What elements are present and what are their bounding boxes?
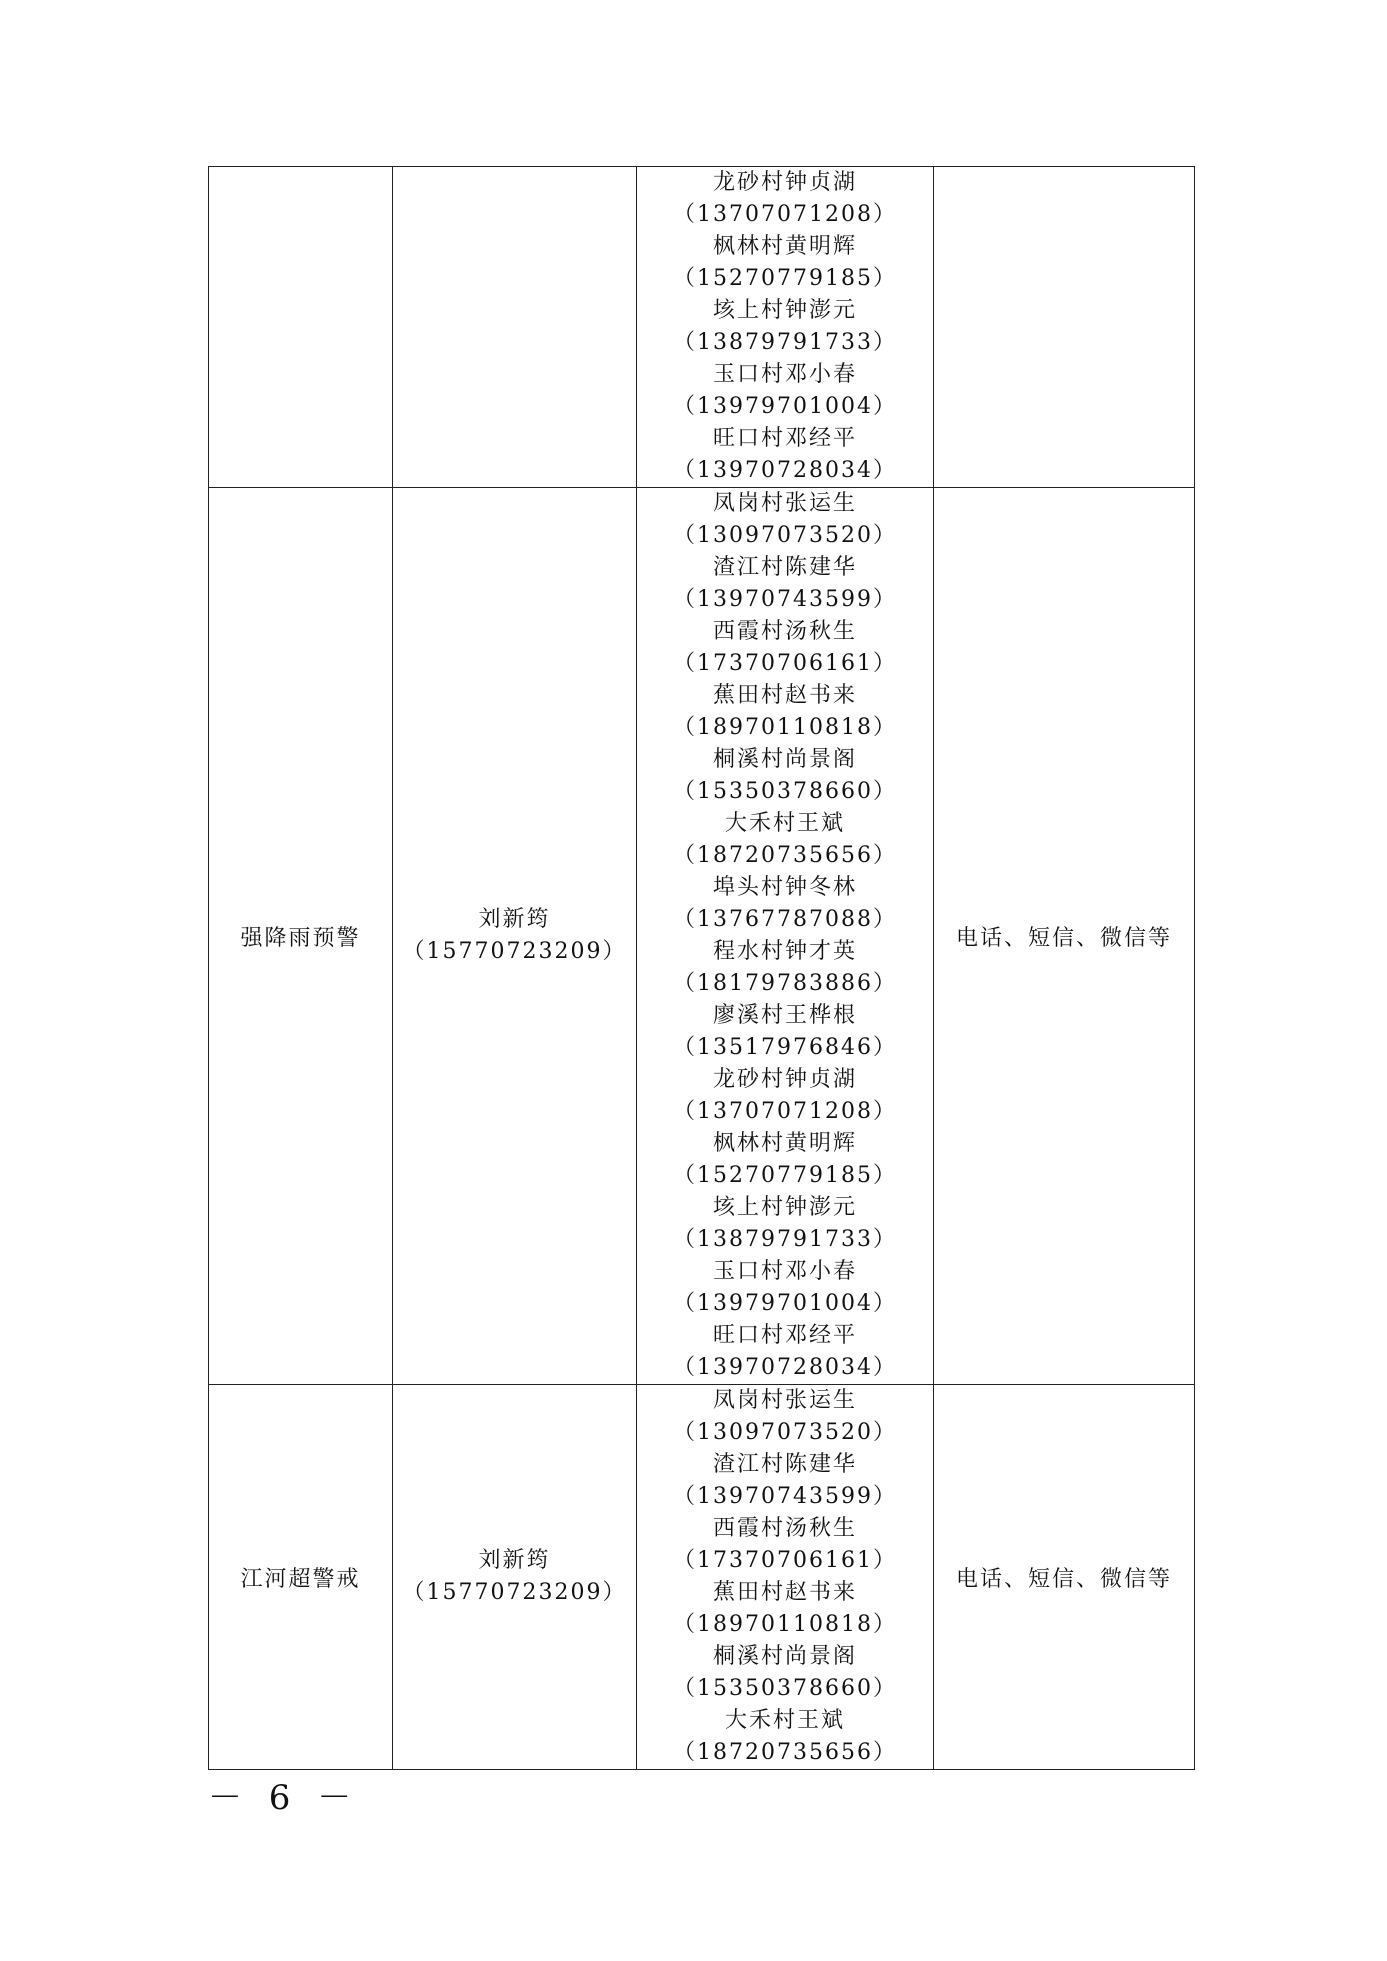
responsible-person-phone: （15770723209）: [402, 939, 627, 964]
village-contact-phone: （18720735656）: [673, 843, 897, 868]
village-contact-name: 蕉田村赵书来: [712, 683, 857, 708]
responsible-person-cell: [393, 167, 637, 488]
village-contact-phone: （13970743599）: [673, 587, 897, 612]
village-contact-name: 蕉田村赵书来: [712, 1580, 857, 1605]
responsible-person-phone: （15770723209）: [402, 1580, 627, 1605]
village-contact-phone: （18720735656）: [673, 1740, 897, 1765]
table-row: [209, 488, 1195, 1385]
village-contact-phone: （13970728034）: [673, 458, 897, 483]
village-contact-phone: （13970743599）: [673, 1484, 897, 1509]
village-contact-name: 凤岗村张运生: [712, 1388, 857, 1413]
village-contact-name: 西霞村汤秋生: [712, 1516, 857, 1541]
village-contact-name: 龙砂村钟贞湖: [712, 170, 857, 195]
village-contact-phone: （13979701004）: [673, 1291, 897, 1316]
village-contact-phone: （13970728034）: [673, 1355, 897, 1380]
village-contact-phone: （15270779185）: [673, 1163, 897, 1188]
village-contact-name: 桐溪村尚景阁: [712, 747, 857, 772]
village-contact-phone: （17370706161）: [673, 651, 897, 676]
village-contact-name: 程水村钟才英: [712, 939, 857, 964]
notification-method-cell: [934, 167, 1195, 488]
village-contacts-cell: [637, 167, 934, 488]
village-contact-phone: （13707071208）: [673, 1099, 897, 1124]
village-contact-phone: （13767787088）: [673, 907, 897, 932]
village-contact-phone: （18970110818）: [673, 1612, 897, 1637]
village-contact-phone: （13979701004）: [673, 394, 897, 419]
village-contact-phone: （15350378660）: [673, 1676, 897, 1701]
village-contact-name: 桐溪村尚景阁: [712, 1644, 857, 1669]
table-body: [209, 167, 1195, 1770]
village-contact-name: 玉口村邓小春: [712, 1259, 857, 1284]
village-contact-phone: （13517976846）: [673, 1035, 897, 1060]
village-contact-name: 渣江村陈建华: [712, 1452, 857, 1477]
village-contact-name: 廖溪村王桦根: [712, 1003, 857, 1028]
village-contact-phone: （17370706161）: [673, 1548, 897, 1573]
village-contact-name: 旺口村邓经平: [712, 1323, 857, 1348]
page-number: － 6 －: [208, 1778, 360, 1818]
village-contact-phone: （18179783886）: [673, 971, 897, 996]
village-contact-name: 枫林村黄明辉: [712, 1131, 857, 1156]
village-contact-name: 枫林村黄明辉: [712, 234, 857, 259]
table-row: [209, 1385, 1195, 1770]
responsible-person-name: 刘新筠: [478, 1548, 551, 1573]
village-contact-phone: （15270779185）: [673, 266, 897, 291]
village-contact-phone: （13879791733）: [673, 330, 897, 355]
village-contacts-cell: [637, 1385, 934, 1770]
warning-type-cell: 强降雨预警: [209, 488, 393, 1385]
village-contact-name: 西霞村汤秋生: [712, 619, 857, 644]
contact-table: [208, 166, 1195, 1770]
village-contact-name: 大禾村王斌: [724, 1708, 845, 1733]
village-contact-name: 凤岗村张运生: [712, 491, 857, 516]
village-contact-phone: （13879791733）: [673, 1227, 897, 1252]
responsible-person-cell: [393, 488, 637, 1385]
village-contact-name: 龙砂村钟贞湖: [712, 1067, 857, 1092]
village-contact-name: 大禾村王斌: [724, 811, 845, 836]
village-contact-name: 旺口村邓经平: [712, 426, 857, 451]
village-contact-name: 埠头村钟冬林: [712, 875, 857, 900]
responsible-person-name: 刘新筠: [478, 907, 551, 932]
notification-method-cell: 电话、短信、微信等: [934, 488, 1195, 1385]
table-row: [209, 167, 1195, 488]
village-contact-name: 垓上村钟澎元: [712, 1195, 857, 1220]
village-contact-phone: （15350378660）: [673, 779, 897, 804]
village-contact-name: 垓上村钟澎元: [712, 298, 857, 323]
village-contact-phone: （13097073520）: [673, 523, 897, 548]
village-contact-name: 玉口村邓小春: [712, 362, 857, 387]
warning-type-cell: 江河超警戒: [209, 1385, 393, 1770]
warning-type-cell: [209, 167, 393, 488]
notification-method-cell: 电话、短信、微信等: [934, 1385, 1195, 1770]
village-contact-phone: （13097073520）: [673, 1420, 897, 1445]
village-contact-phone: （18970110818）: [673, 715, 897, 740]
village-contact-name: 渣江村陈建华: [712, 555, 857, 580]
responsible-person-cell: [393, 1385, 637, 1770]
village-contacts-cell: [637, 488, 934, 1385]
village-contact-phone: （13707071208）: [673, 202, 897, 227]
